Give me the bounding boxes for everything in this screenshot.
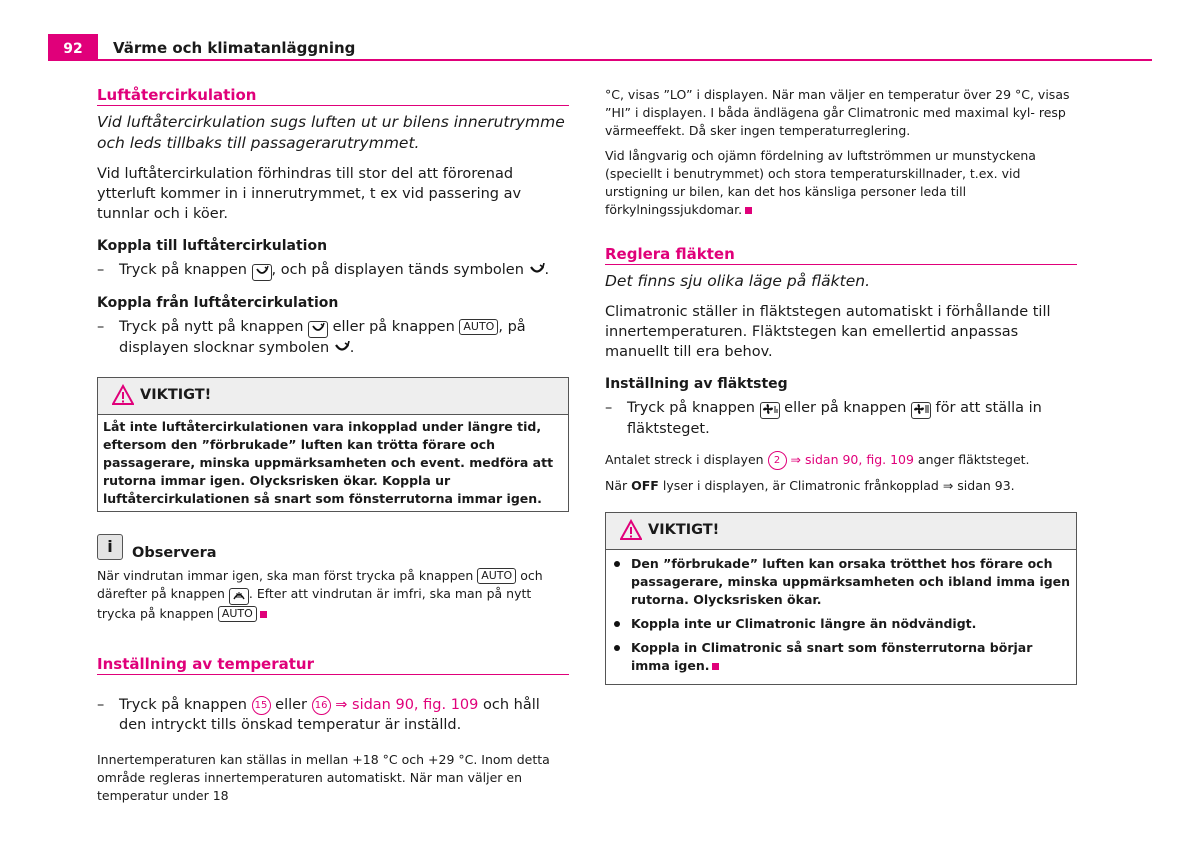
body-text: Vid luftåtercirkulation förhindras till stor del att förorenad ytterluft kommer in i innerutrymmet, t ex vid passering av tunnlar och i köer. bbox=[97, 166, 522, 222]
body-text: Climatronic ställer in fläktstegen automatiskt i förhållande till innertemperaturen. Fläktstegen kan emellertid anpassas manuellt till era behov. bbox=[605, 304, 1051, 360]
auto-key: AUTO bbox=[477, 568, 516, 584]
warning-header bbox=[98, 378, 568, 415]
callout-number: 2 bbox=[768, 451, 787, 470]
intro-text: Det finns sju olika läge på fläkten. bbox=[605, 272, 870, 290]
warning-bullet: Koppla inte ur Climatronic längre än nödvändigt. bbox=[611, 615, 1071, 633]
page-reference-link[interactable]: ⇒ sidan 90, fig. 109 bbox=[790, 452, 914, 467]
warning-header bbox=[606, 513, 1076, 550]
recirculation-symbol-icon bbox=[529, 263, 545, 275]
section-title-fan: Reglera fläkten bbox=[605, 245, 1077, 265]
page-number: 92 bbox=[48, 34, 98, 60]
warning-bullet: Den ”förbrukade” luften kan orsaka trötthet hos förare och passagerare, minska uppmärksamheten och ibland imma igen rutorna. Olycksrisken ökar. bbox=[611, 555, 1071, 609]
step-item: – Tryck på nytt på knappen eller på knappen AUTO , på displayen slocknar symbolen . bbox=[97, 319, 526, 356]
page-reference-link[interactable]: ⇒ sidan 90, fig. 109 bbox=[335, 697, 479, 713]
warning-title: VIKTIGT! bbox=[140, 387, 212, 403]
left-column bbox=[97, 86, 569, 805]
fan-key-icon bbox=[911, 402, 931, 419]
warning-text bbox=[606, 550, 1076, 684]
note-title: Observera bbox=[132, 545, 217, 561]
body-text: Innertemperaturen kan ställas in mellan +18 °C och +29 °C. Inom detta område regleras innertemperaturen automatiskt. När man väljer en temperatur under 18 bbox=[97, 752, 550, 803]
body-text: Antalet streck i displayen 2 ⇒ sidan 90, fig. 109 anger fläktsteget. bbox=[605, 451, 1077, 470]
warning-bullet: Koppla in Climatronic så snart som fönsterrutorna börjar imma igen. bbox=[611, 639, 1071, 675]
note-header bbox=[97, 534, 569, 564]
note-text: När vindrutan immar igen, ska man först trycka på knappen AUTO och därefter på knappen . Efter att vindrutan är imfri, ska man på nytt trycka på knappen AUTO bbox=[97, 568, 543, 621]
end-marker bbox=[260, 611, 267, 618]
recirculation-key-icon bbox=[308, 321, 328, 338]
section-title-temperature: Inställning av temperatur bbox=[97, 655, 569, 675]
step-item: – Tryck på knappen eller på knappen för att ställa in fläktsteget. bbox=[605, 400, 1042, 437]
right-column bbox=[605, 86, 1077, 685]
subheading-fan-step: Inställning av fläktsteg bbox=[605, 376, 788, 392]
fan-key-icon bbox=[760, 402, 780, 419]
warning-text: Låt inte luftåtercirkulationen vara inkopplad under längre tid, eftersom den ”förbrukade” luften kan trötta förare och passagerare, minska uppmärksamheten och event. medföra att rutorna immar igen. Olycksrisken ökar. Koppla ur luftåtercirkulationen så snart som fönsterrutorna immar igen. bbox=[103, 419, 554, 506]
body-text: Vid långvarig och ojämn fördelning av luftströmmen ur munstyckena (speciellt i benutrymmet) och stora temperaturskillnader, t.ex. vid urstigning ur bilen, kan det hos känsliga personer leda till förkylningssjukdomar. bbox=[605, 148, 1036, 217]
subheading-on: Koppla till luftåtercirkulation bbox=[97, 238, 328, 254]
warning-box bbox=[97, 377, 569, 512]
warning-title: VIKTIGT! bbox=[648, 522, 720, 538]
intro-text: Vid luftåtercirkulation sugs luften ut ur bilens innerutrymme och leds tillbaks till passagerarutrymmet. bbox=[97, 113, 565, 152]
callout-number: 16 bbox=[312, 696, 331, 715]
defrost-key-icon bbox=[229, 588, 249, 605]
body-text: När OFF lyser i displayen, är Climatronic frånkopplad ⇒ sidan 93. bbox=[605, 478, 1015, 493]
step-item: – Tryck på knappen 15 eller 16 ⇒ sidan 90, fig. 109 och håll den intryckt tills önskad temperatur är inställd. bbox=[97, 697, 540, 733]
section-title-recirculation: Luftåtercirkulation bbox=[97, 86, 569, 106]
warning-triangle-icon bbox=[620, 519, 642, 541]
warning-triangle-icon bbox=[112, 384, 134, 406]
header-rule bbox=[48, 59, 1152, 61]
callout-number: 15 bbox=[252, 696, 271, 715]
recirculation-symbol-icon bbox=[334, 341, 350, 353]
chapter-title: Värme och klimatanläggning bbox=[113, 39, 356, 57]
subheading-off: Koppla från luftåtercirkulation bbox=[97, 295, 339, 311]
info-icon: i bbox=[97, 534, 123, 560]
auto-key: AUTO bbox=[218, 606, 257, 622]
end-marker bbox=[745, 207, 752, 214]
recirculation-key-icon bbox=[252, 264, 272, 281]
end-marker bbox=[712, 663, 719, 670]
continued-text: °C, visas ”LO” i displayen. När man väljer en temperatur över 29 °C, visas ”HI” i displayen. I båda ändlägena går Climatronic med maximal kyl- resp värmeeffekt. Då sker ingen temperaturreglering. bbox=[605, 87, 1070, 138]
step-item: – Tryck på knappen , och på displayen tänds symbolen . bbox=[97, 260, 569, 281]
auto-key: AUTO bbox=[459, 319, 498, 335]
warning-box bbox=[605, 512, 1077, 685]
